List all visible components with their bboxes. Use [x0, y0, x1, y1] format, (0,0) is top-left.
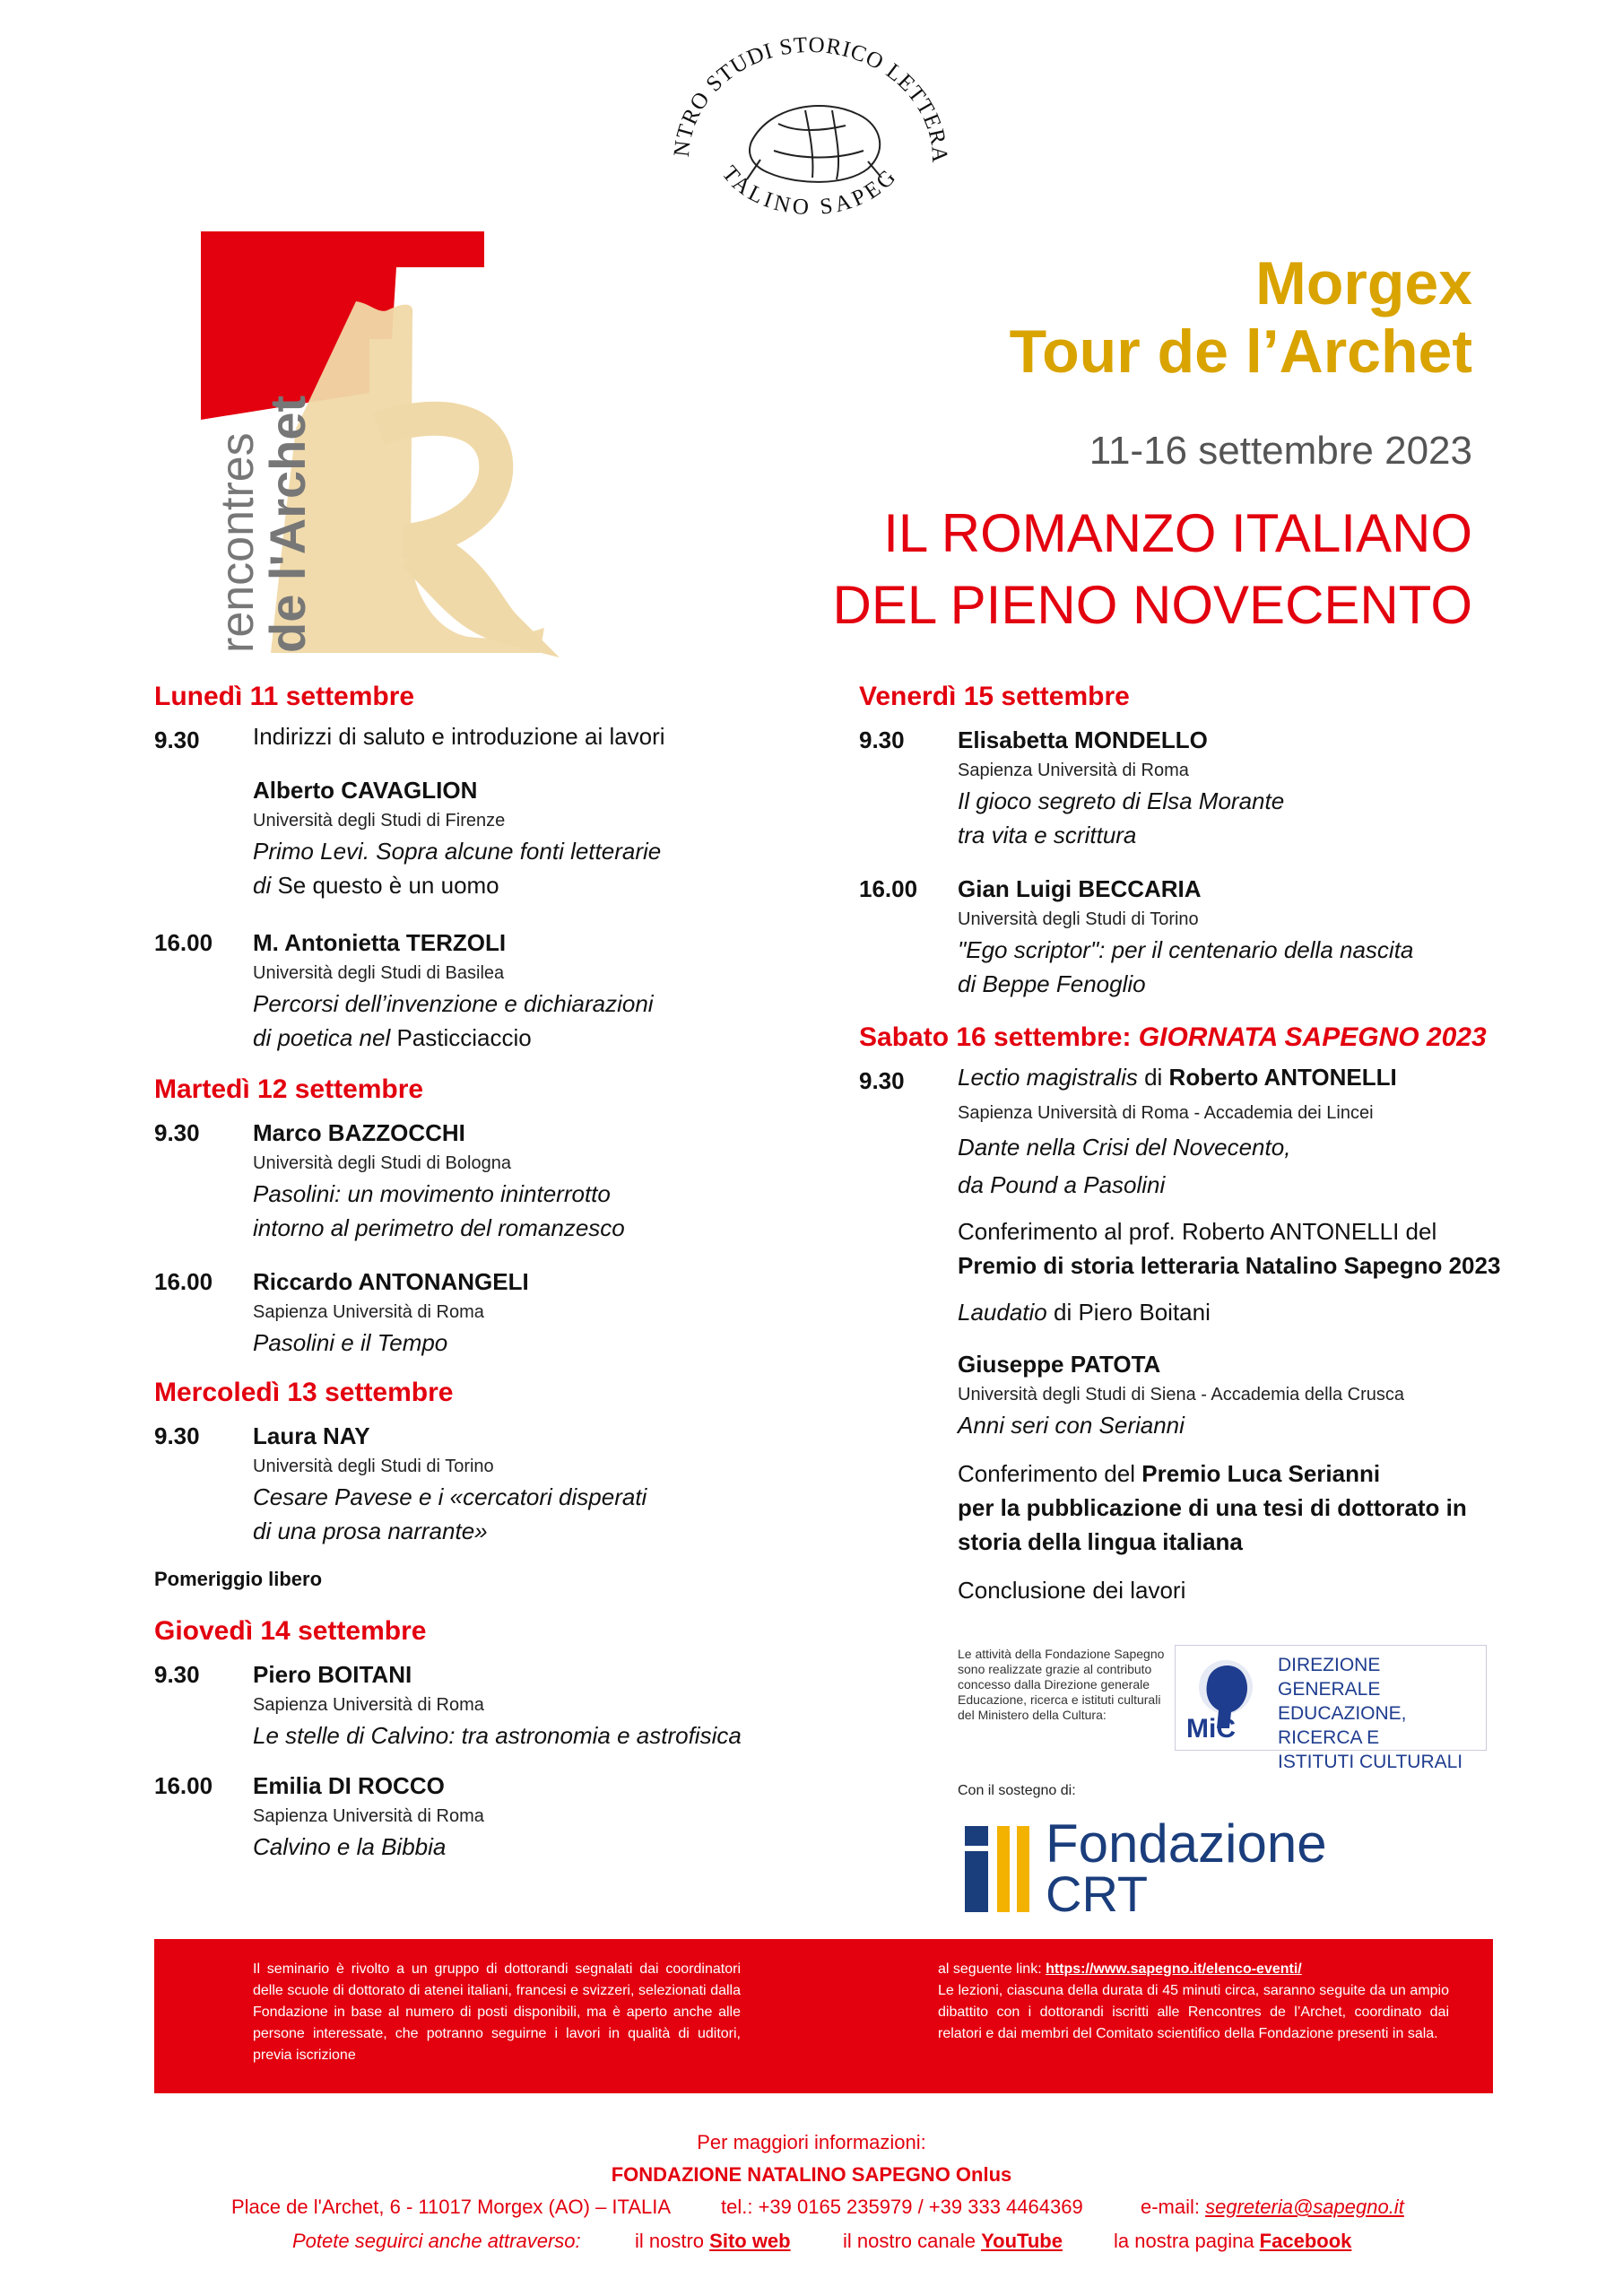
talk-title: Pasolini: un movimento ininterrotto [253, 1180, 611, 1207]
mic-mark: MiC [1186, 1714, 1236, 1744]
band-left-text: Il seminario è rivolto a un gruppo di dottorandi segnalati dai coordinatori delle scuole di dottorato di atenei italiani, francesi e svizzeri, selezionati dalla Fondazione in base al numero di posti disponibili, ma è aperto anche alle persone interessate, che potranno seguirne i lavori in qualità di uditori, previa iscrizione [253, 1961, 741, 2063]
talk-title: Le stelle di Calvino: tra astronomia e astrofisica [253, 1722, 742, 1749]
registration-link[interactable]: https://www.sapegno.it/elenco-eventi/ [1046, 1961, 1302, 1977]
speaker-name: Elisabetta MONDELLO [958, 726, 1208, 753]
speaker-affiliation: Sapienza Università di Roma [253, 1695, 484, 1715]
seal-top-text: NTRO STUDI STORICO LETTERA [669, 32, 952, 164]
info-label: Per maggiori informazioni: [697, 2131, 926, 2153]
day-monday: Lunedì 11 settembre [154, 682, 415, 711]
day-saturday: Sabato 16 settembre: GIORNATA SAPEGNO 2023 [859, 1022, 1487, 1052]
day-wednesday: Mercoledì 13 settembre [154, 1378, 454, 1407]
rlogo-line2: de l'Archet [259, 395, 316, 653]
time: 9.30 [859, 1067, 905, 1094]
time: 16.00 [154, 1268, 213, 1295]
crt-line2: CRT [1046, 1866, 1149, 1922]
time: 9.30 [154, 1661, 200, 1688]
speaker-name: Alberto CAVAGLION [253, 777, 478, 804]
venue-line1: Morgex [1255, 249, 1472, 317]
speaker-name: Riccardo ANTONANGELI [253, 1268, 529, 1295]
facebook: la nostra pagina Facebook [1114, 2230, 1352, 2252]
seal-sketch-icon [747, 106, 881, 182]
talk-title-cont: da Pound a Pasolini [958, 1171, 1166, 1198]
rencontres-archet-logo [199, 231, 567, 662]
talk-title: Percorsi dell’invenzione e dichiarazioni [253, 990, 654, 1017]
talk-title: Dante nella Crisi del Novecento, [958, 1134, 1291, 1161]
award2-desc: per la pubblicazione di una tesi di dottorato in [958, 1494, 1467, 1521]
speaker-affiliation: Università degli Studi di Basilea [253, 963, 505, 983]
facebook-link[interactable]: Facebook [1259, 2230, 1352, 2252]
talk-title-cont: tra vita e scrittura [958, 822, 1137, 848]
title-line1: IL ROMANZO ITALIANO [883, 503, 1472, 563]
time: 9.30 [154, 1119, 200, 1146]
day-tuesday: Martedì 12 settembre [154, 1074, 424, 1104]
closing-line: Conclusione dei lavori [958, 1577, 1186, 1604]
speaker-name: Marco BAZZOCCHI [253, 1119, 465, 1146]
talk-title: Calvino e la Bibbia [253, 1833, 447, 1860]
mic-note: Le attività della Fondazione Sapegno sono realizzate grazie al contributo concesso dalla Direzione generale Educazione, ricerca e istituti culturali del Ministero della Cultura: [958, 1647, 1165, 1722]
time: 9.30 [154, 726, 200, 753]
speaker-affiliation: Sapienza Università di Roma [253, 1806, 484, 1826]
speaker-affiliation: Università degli Studi di Firenze [253, 811, 506, 831]
time: 16.00 [154, 929, 213, 956]
talk-title: Pasolini e il Tempo [253, 1329, 448, 1356]
talk-title: "Ego scriptor": per il centenario della nascita [958, 936, 1414, 963]
time: 16.00 [154, 1772, 213, 1799]
band-right-text: al seguente link: https://www.sapegno.it/elenco-eventi/ Le lezioni, ciascuna della durata di 45 minuti circa, saranno seguite da un ampio dibattito con i dottorandi iscritti alle Rencontres de l’Archet, coordinato dai relatori e dai membri del Comitato scientifico della Fondazione presenti in sala. [938, 1961, 1449, 2041]
event-dates: 11-16 settembre 2023 [1089, 429, 1472, 473]
fondazione-crt-logo [958, 1813, 1361, 1922]
crt-line1: Fondazione [1046, 1813, 1327, 1874]
speaker-name: Giuseppe PATOTA [958, 1351, 1161, 1378]
talk-title: Cesare Pavese e i «cercatori disperati [253, 1483, 647, 1510]
seal-bottom-text: TALINO SAPEG [716, 161, 903, 221]
address: Place de l'Archet, 6 - 11017 Morgex (AO) – ITALIA [231, 2196, 672, 2218]
youtube-link[interactable]: YouTube [981, 2230, 1063, 2252]
talk-title: Anni seri con Serianni [958, 1412, 1185, 1439]
time: 16.00 [859, 875, 918, 902]
phone: tel.: +39 0165 235979 / +39 333 4464369 [721, 2196, 1083, 2218]
email: e-mail: segreteria@sapegno.it [1141, 2196, 1404, 2218]
award-line: Conferimento al prof. Roberto ANTONELLI del [958, 1218, 1437, 1245]
mic-dept: DIREZIONE GENERALE EDUCAZIONE, RICERCA E ISTITUTI CULTURALI [1278, 1655, 1463, 1772]
support-label: Con il sostegno di: [958, 1783, 1076, 1798]
time: 9.30 [859, 726, 905, 753]
talk-title-cont: di Se questo è un uomo [253, 872, 499, 899]
talk-title-cont: di Beppe Fenoglio [958, 970, 1146, 997]
website: il nostro Sito web [635, 2230, 791, 2252]
award2-line: Conferimento del Premio Luca Serianni [958, 1460, 1381, 1487]
speaker-affiliation: Università degli Studi di Bologna [253, 1153, 511, 1173]
award-name: Premio di storia letteraria Natalino Sapegno 2023 [958, 1252, 1501, 1279]
sapegno-seal-logo [653, 25, 968, 240]
laudatio-line: Laudatio di Piero Boitani [958, 1299, 1211, 1326]
mic-logo [1175, 1645, 1487, 1772]
follow-label: Potete seguirci anche attraverso: [292, 2230, 581, 2252]
talk-title: Il gioco segreto di Elsa Morante [958, 787, 1285, 814]
speaker-name: Laura NAY [253, 1422, 370, 1449]
info-band [154, 1939, 1493, 2093]
speaker-affiliation: Sapienza Università di Roma - Accademia dei Lincei [958, 1103, 1374, 1123]
title-line2: DEL PIENO NOVECENTO [832, 575, 1472, 635]
time: 9.30 [154, 1422, 200, 1449]
talk-title: Primo Levi. Sopra alcune fonti letterarie [253, 838, 662, 865]
talk-title-cont: di una prosa narrante» [253, 1518, 488, 1544]
speaker-name: Emilia DI ROCCO [253, 1772, 445, 1799]
day-thursday: Giovedì 14 settembre [154, 1616, 427, 1646]
talk-title-cont: intorno al perimetro del romanzesco [253, 1214, 625, 1241]
speaker-name: Gian Luigi BECCARIA [958, 875, 1202, 902]
foundation-name: FONDAZIONE NATALINO SAPEGNO Onlus [611, 2163, 1012, 2186]
speaker-affiliation: Sapienza Università di Roma [958, 761, 1189, 780]
talk-title-cont: di poetica nel Pasticciaccio [253, 1024, 532, 1051]
website-link[interactable]: Sito web [709, 2230, 791, 2252]
rlogo-line1: rencontres [212, 432, 264, 653]
opening-text: Indirizzi di saluto e introduzione ai lavori [253, 723, 665, 750]
venue-line2: Tour de l’Archet [1009, 317, 1472, 386]
free-afternoon: Pomeriggio libero [154, 1568, 323, 1590]
speaker-affiliation: Università degli Studi di Torino [958, 909, 1199, 929]
speaker-affiliation: Università degli Studi di Siena - Accademia della Crusca [958, 1385, 1405, 1405]
speaker-name: Piero BOITANI [253, 1661, 412, 1688]
day-friday: Venerdì 15 settembre [859, 682, 1130, 711]
email-link[interactable]: segreteria@sapegno.it [1205, 2196, 1404, 2218]
svg-text:CENTRO STUDI STORICO LETTERARI [653, 25, 951, 164]
speaker-name: M. Antonietta TERZOLI [253, 929, 507, 956]
award2-desc-cont: storia della lingua italiana [958, 1528, 1243, 1555]
speaker-affiliation: Università degli Studi di Torino [253, 1457, 494, 1476]
lectio-line: Lectio magistralis di Roberto ANTONELLI [958, 1064, 1397, 1091]
speaker-affiliation: Sapienza Università di Roma [253, 1302, 484, 1322]
youtube: il nostro canale YouTube [843, 2230, 1063, 2252]
